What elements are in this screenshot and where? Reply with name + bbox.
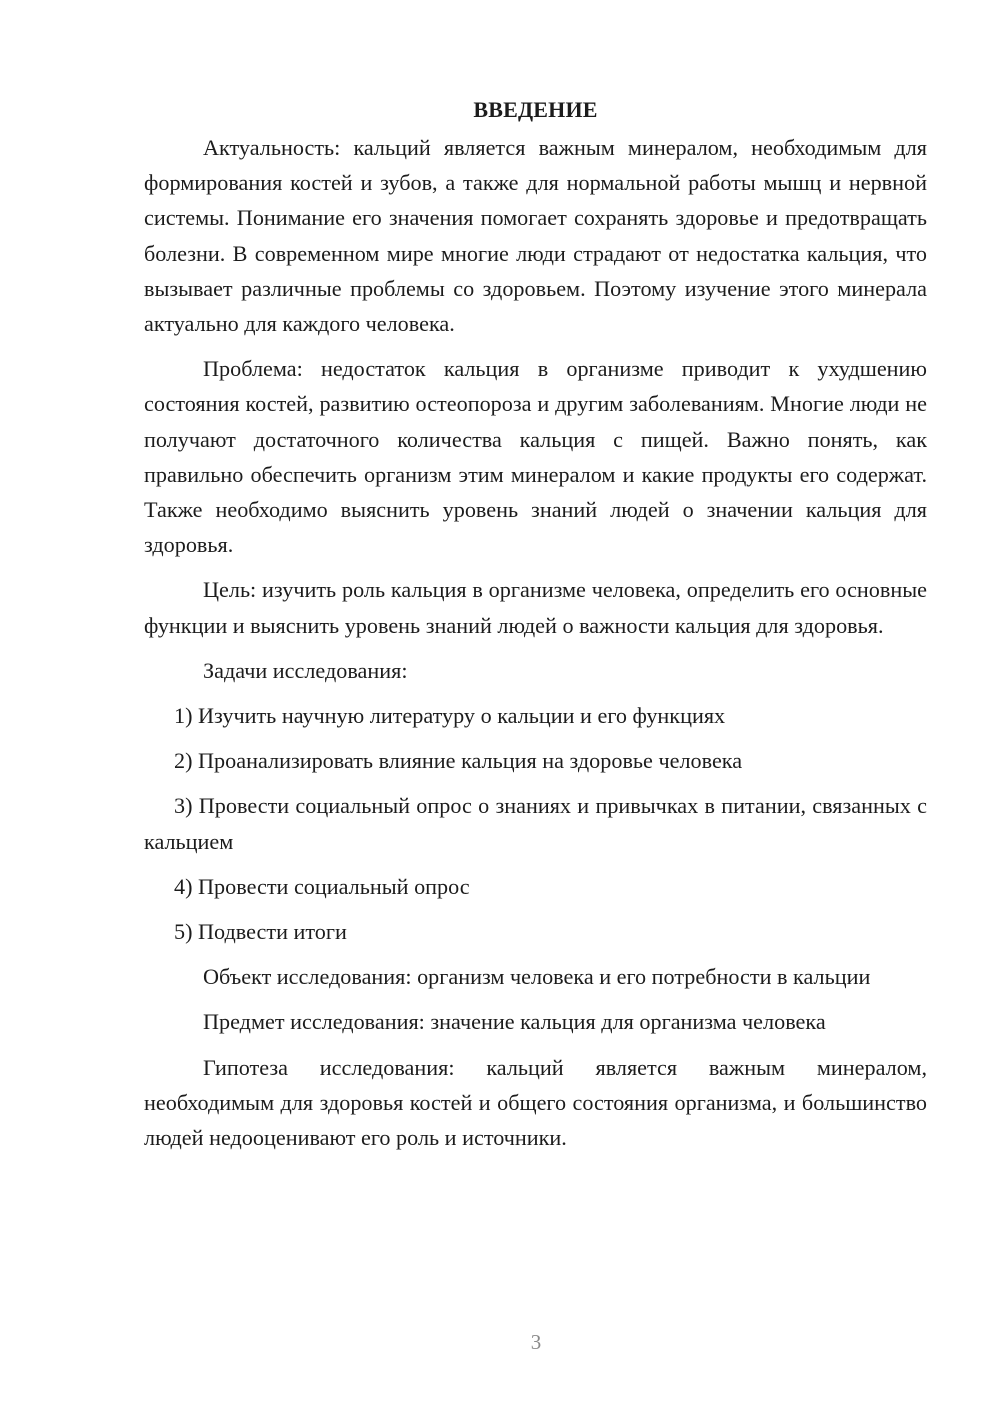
page-number: 3 bbox=[530, 1330, 542, 1354]
page-title: ВВЕДЕНИЕ bbox=[473, 97, 598, 122]
task-item: 2) Проанализировать влияние кальция на здоровье человека bbox=[174, 748, 743, 774]
object-paragraph: Объект исследования: организм человека и его потребности в кальции bbox=[203, 964, 871, 990]
task-item: 5) Подвести итоги bbox=[174, 919, 347, 945]
problem-paragraph: Проблема: недостаток кальция в организме приводит к ухудшению состояния костей, развитию остеопороза и другим заболеваниям. Многие люди не получают достаточного количества кальция с пищей. Важно понять, как правильно обеспечить организм этим минералом и какие продукты его содержат. Также необходимо выяснить уровень знаний людей о значении кальция для здоровья. bbox=[144, 356, 927, 558]
task-item: 3) Провести социальный опрос о знаниях и привычках в питании, связанных с кальцием bbox=[144, 793, 927, 854]
task-item: 1) Изучить научную литературу о кальции и его функциях bbox=[174, 703, 726, 729]
tasks-list bbox=[144, 698, 927, 949]
goal-paragraph: Цель: изучить роль кальция в организме человека, определить его основные функции и выяснить уровень знаний людей о важности кальция для здоровья. bbox=[144, 577, 927, 638]
subject-paragraph: Предмет исследования: значение кальция для организма человека bbox=[203, 1009, 826, 1035]
task-item: 4) Провести социальный опрос bbox=[174, 873, 470, 899]
document-page bbox=[144, 92, 927, 1165]
hypothesis-paragraph: Гипотеза исследования: кальций является важным минералом, необходимым для здоровья костей и общего состояния организма, и большинство людей недооценивают его роль и источники. bbox=[144, 1054, 927, 1151]
tasks-heading: Задачи исследования: bbox=[203, 657, 408, 683]
relevance-paragraph: Актуальность: кальций является важным минералом, необходимым для формирования костей и зубов, а также для нормальной работы мышц и нервной системы. Понимание его значения помогает сохранять здоровье и предотвращать болезни. В современном мире многие люди страдают от недостатка кальция, что вызывает различные проблемы со здоровьем. Поэтому изучение этого минерала актуально для каждого человека. bbox=[144, 135, 927, 337]
